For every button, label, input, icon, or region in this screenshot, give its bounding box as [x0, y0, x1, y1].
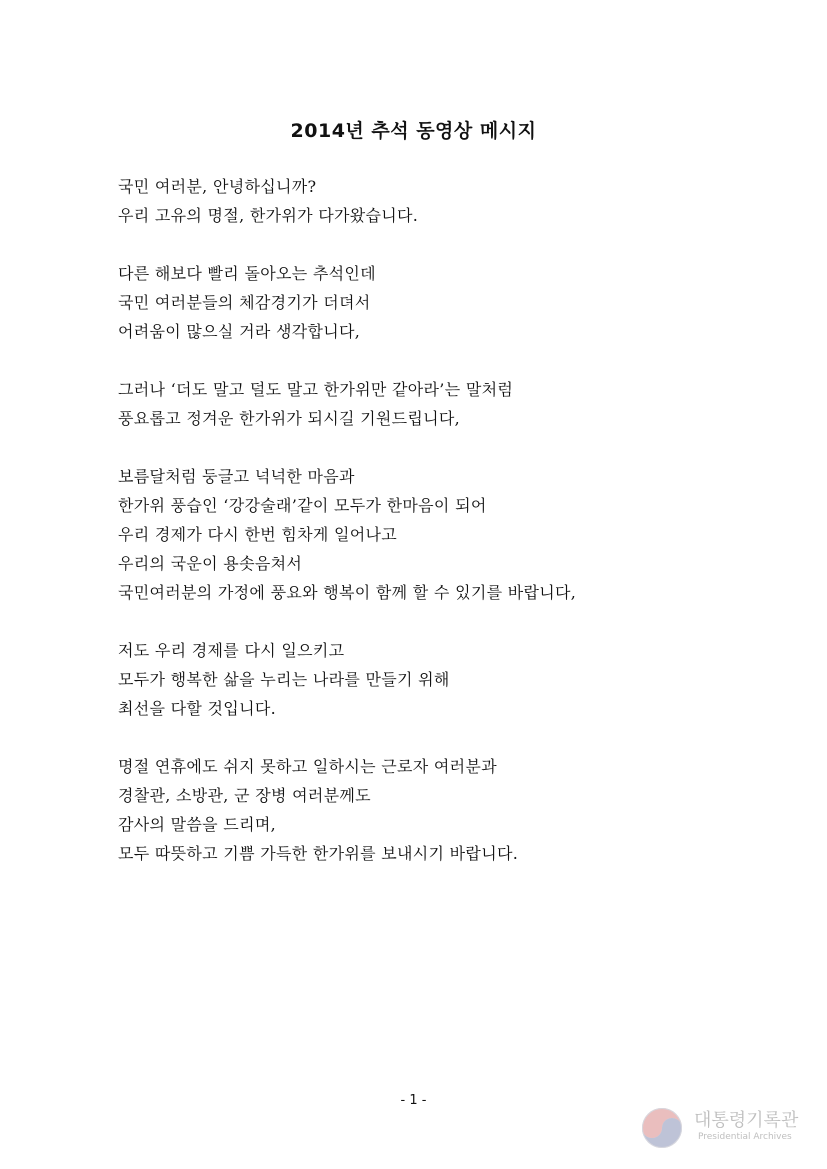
text-line: 한가위 풍습인 ‘강강술래’같이 모두가 한마음이 되어: [118, 496, 487, 515]
text-line: 그러나 ‘더도 말고 덜도 말고 한가위만 같아라’는 말처럼: [118, 380, 514, 399]
text-line: 저도 우리 경제를 다시 일으키고: [118, 641, 345, 660]
text-line: 최선을 다할 것입니다.: [118, 699, 276, 718]
page-number: - 1 -: [400, 1093, 427, 1108]
text-line: 국민 여러분, 안녕하십니까?: [118, 177, 317, 196]
text-line: 다른 해보다 빨리 돌아오는 추석인데: [118, 264, 376, 283]
text-line: 어려움이 많으실 거라 생각합니다,: [118, 322, 361, 341]
text-line: 보름달처럼 둥글고 넉넉한 마음과: [118, 467, 355, 486]
text-line: 모두가 행복한 삶을 누리는 나라를 만들기 위해: [118, 670, 450, 689]
archive-name: 대통령기록관: [694, 1110, 799, 1131]
paragraph: [118, 462, 738, 607]
text-line: 국민여러분의 가정에 풍요와 행복이 함께 할 수 있기를 바랍니다,: [118, 583, 577, 602]
text-line: 우리의 국운이 용솟음쳐서: [118, 554, 303, 573]
message-body: [118, 172, 738, 897]
paragraph: [118, 636, 738, 723]
text-line: 명절 연휴에도 쉬지 못하고 일하시는 근로자 여러분과: [118, 757, 497, 776]
text-line: 모두 따뜻하고 기쁨 가득한 한가위를 보내시기 바랍니다.: [118, 844, 519, 863]
paragraph: [118, 375, 738, 433]
archive-subtitle: Presidential Archives: [698, 1132, 792, 1142]
text-line: 풍요롭고 정겨운 한가위가 되시길 기원드립니다,: [118, 409, 461, 428]
paragraph: [118, 259, 738, 346]
paragraph: [118, 172, 738, 230]
text-line: 경찰관, 소방관, 군 장병 여러분께도: [118, 786, 371, 805]
text-line: 우리 고유의 명절, 한가위가 다가왔습니다.: [118, 206, 419, 225]
archive-watermark: [640, 1104, 815, 1154]
taegeuk-logo-icon: [640, 1106, 684, 1150]
text-line: 우리 경제가 다시 한번 힘차게 일어나고: [118, 525, 398, 544]
document-title: 2014년 추석 동영상 메시지: [290, 120, 537, 142]
text-line: 감사의 말씀을 드리며,: [118, 815, 276, 834]
text-line: 국민 여러분들의 체감경기가 더뎌서: [118, 293, 371, 312]
paragraph: [118, 752, 738, 868]
